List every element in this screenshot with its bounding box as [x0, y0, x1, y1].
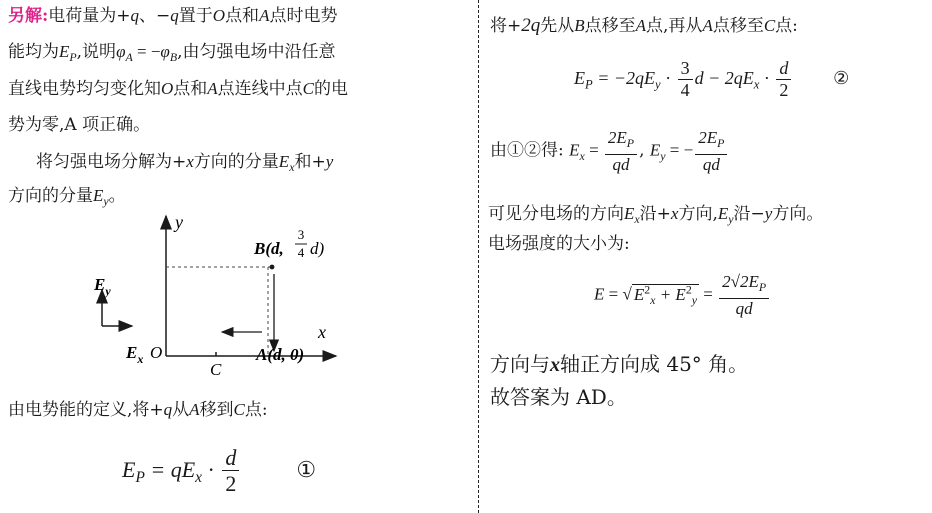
coordinate-diagram [90, 208, 360, 378]
eq1-fraction: $\frac{d}{2}$ [222, 445, 239, 497]
definition-line: 由电势能的定义,将+q从A移到C点: [8, 400, 268, 420]
axis-x-label: x [318, 322, 326, 342]
point-b-label-prefix: B(d, [254, 239, 284, 258]
eq1-tag: ① [296, 456, 317, 482]
alt-solution-label: 另解: [8, 6, 49, 26]
eq2-tag: ② [833, 68, 850, 89]
right-column [486, 0, 932, 513]
alt-solution-line-3: 直线电势均匀变化知O点和A点连线中点C的电 [8, 79, 349, 99]
point-b [270, 265, 275, 270]
decompose-line-2: 方向的分量$E_y$。 [8, 186, 126, 209]
alt-solution-line-2: 能均为$E_P$,说明$\varphi_A = -\varphi_B$,由匀强电场中沿任意 [8, 42, 336, 65]
result-line: 由①②得: $E_x$ = $\frac{2E_P}{qd}$ , $E_y$ = − $\frac{2E_P}{qd}$ [490, 128, 729, 174]
ex-label: $E_x$ [126, 343, 144, 366]
direction-line: 可见分电场的方向$E_x$沿+x方向$,E_y$沿−y方向。 [488, 204, 824, 227]
point-c-label: C [210, 360, 222, 378]
magnitude-equation: E = √ $E^2_x + E^2_y$ = $\frac{2√2E_P}{qd}$ [594, 272, 771, 318]
point-b-label-suffix: d) [310, 239, 325, 258]
point-b-frac-den: 4 [297, 245, 305, 260]
axis-y-label: y [175, 212, 183, 232]
point-a-label: A(d, 0) [256, 345, 305, 364]
equation-2: $E_P = -2qE_y$ · $\frac{3}{4}$ $d - 2qE_x$ · $\frac{d}{2}$ ② [574, 58, 850, 100]
angle-line: 方向与x轴正方向成 45° 角。 [490, 352, 749, 376]
origin-label: O [150, 343, 163, 362]
point-b-frac-num: 3 [297, 227, 305, 242]
alt-solution-line-4: 势为零,A 项正确。 [8, 115, 151, 135]
answer-line: 故答案为 AD。 [490, 385, 627, 409]
equation-1: $E_P = qE_x$ · $\frac{d}{2}$ ① [122, 445, 317, 497]
column-divider [478, 0, 479, 513]
decompose-line-1: 将匀强电场分解为+x方向的分量$E_x$和+y [36, 152, 334, 175]
sqrt-sign: √ [622, 284, 632, 304]
path-description: 将+2q先从B点移至A点,再从A点移至C点: [490, 15, 798, 36]
alt-solution-line-1: 另解:电荷量为+q、−q置于O点和A点时电势 [8, 6, 338, 26]
magnitude-label: 电场强度的大小为: [488, 234, 630, 254]
ey-label: $E_y$ [94, 275, 111, 298]
